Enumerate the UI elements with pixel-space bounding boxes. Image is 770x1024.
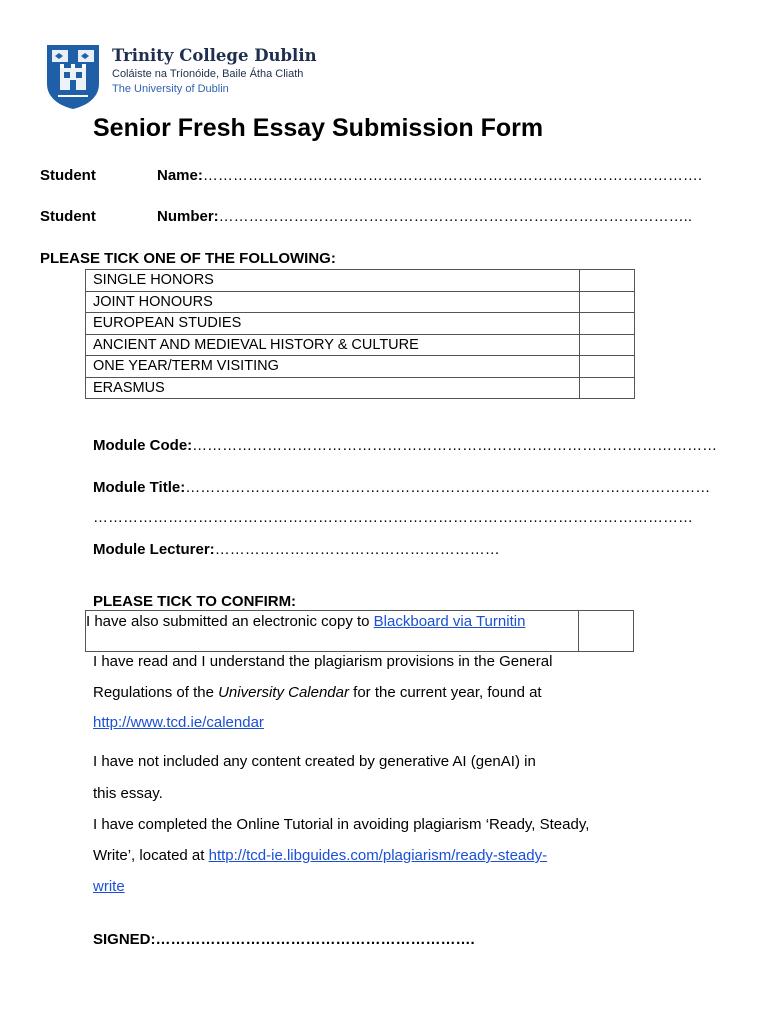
student-label-number: Student: [40, 208, 96, 225]
module-code-field[interactable]: [93, 437, 718, 455]
option-checkbox-ancient-medieval[interactable]: [580, 334, 635, 356]
table-row: [86, 270, 635, 292]
option-label: ONE YEAR/TERM VISITING: [86, 356, 580, 378]
calendar-link[interactable]: http://www.tcd.ie/calendar: [93, 714, 264, 731]
institution-subtitle: The University of Dublin: [112, 83, 229, 95]
number-label: Number:: [157, 208, 219, 225]
tick-heading: PLEASE TICK ONE OF THE FOLLOWING:: [40, 250, 336, 267]
option-label: ERASMUS: [86, 377, 580, 399]
signed-dots: ……………………………………………………….: [155, 931, 475, 948]
module-title-field[interactable]: [93, 479, 711, 497]
option-label: EUROPEAN STUDIES: [86, 313, 580, 335]
option-checkbox-visiting[interactable]: [580, 356, 635, 378]
name-label: Name:: [157, 167, 203, 184]
signature-field[interactable]: [93, 931, 475, 949]
option-checkbox-single-honors[interactable]: [580, 270, 635, 292]
option-checkbox-joint-honours[interactable]: [580, 291, 635, 313]
confirm-electronic-copy-text: [86, 613, 525, 630]
module-lecturer-dots: …………………………………………………: [214, 541, 500, 558]
page-title: Senior Fresh Essay Submission Form: [93, 114, 544, 142]
module-lecturer-field[interactable]: [93, 541, 500, 559]
genai-statement-line-1: I have not included any content created by generative AI (genAI) in: [93, 753, 536, 770]
tcd-shield-logo-icon: [46, 44, 100, 110]
module-code-dots: ……………………………………………………………………………………………: [192, 437, 718, 454]
student-label-name: Student: [40, 167, 96, 184]
option-label: JOINT HONOURS: [86, 291, 580, 313]
tutorial-statement-line-1: I have completed the Online Tutorial in avoiding plagiarism ‘Ready, Steady,: [93, 816, 590, 833]
institution-name: Trinity College Dublin: [112, 46, 317, 65]
confirm-electronic-copy-label: I have also submitted an electronic copy to: [86, 613, 374, 630]
module-title-label: Module Title:: [93, 479, 186, 496]
student-number-field[interactable]: [157, 208, 693, 226]
table-row: [86, 291, 635, 313]
plagiarism-statement-text-end: for the current year, found at: [348, 684, 542, 701]
student-name-field[interactable]: [157, 167, 703, 185]
tutorial-link-part-1[interactable]: http://tcd-ie.libguides.com/plagiarism/ready-steady-: [208, 847, 548, 864]
number-dots: …………………………………………………………………………………..: [218, 208, 693, 225]
module-title-dots: ……………………………………………………………………………………………: [185, 479, 711, 496]
confirm-heading: PLEASE TICK TO CONFIRM:: [93, 593, 297, 610]
module-title-dots-line-2[interactable]: …………………………………………………………………………………………………………: [93, 509, 693, 526]
name-dots: ……………………………………………………………………………………….: [202, 167, 703, 184]
module-code-label: Module Code:: [93, 437, 193, 454]
institution-irish-name: Coláiste na Tríonóide, Baile Átha Cliath: [112, 68, 304, 80]
table-row: [86, 313, 635, 335]
plagiarism-statement-line-1: I have read and I understand the plagiarism provisions in the General: [93, 653, 553, 670]
option-checkbox-european-studies[interactable]: [580, 313, 635, 335]
table-row: [86, 356, 635, 378]
tutorial-link-line-2: [93, 878, 125, 895]
option-label: SINGLE HONORS: [86, 270, 580, 292]
table-row: [86, 334, 635, 356]
option-label: ANCIENT AND MEDIEVAL HISTORY & CULTURE: [86, 334, 580, 356]
module-lecturer-label: Module Lecturer:: [93, 541, 215, 558]
signed-label: SIGNED:: [93, 931, 156, 948]
tutorial-link-part-2[interactable]: write: [93, 878, 125, 895]
blackboard-turnitin-link[interactable]: Blackboard via Turnitin: [373, 613, 526, 630]
calendar-link-line: [93, 714, 264, 731]
programme-options-table: [85, 269, 635, 399]
plagiarism-statement-text: Regulations of the: [93, 684, 219, 701]
university-calendar-italic: University Calendar: [218, 684, 349, 701]
plagiarism-statement-line-2: [93, 684, 542, 701]
tutorial-statement-line-2: [93, 847, 547, 864]
option-checkbox-erasmus[interactable]: [580, 377, 635, 399]
table-row: [86, 377, 635, 399]
tutorial-statement-text: Write’, located at: [93, 847, 209, 864]
confirm-checkbox-electronic-copy[interactable]: [579, 611, 633, 651]
genai-statement-line-2: this essay.: [93, 785, 163, 802]
